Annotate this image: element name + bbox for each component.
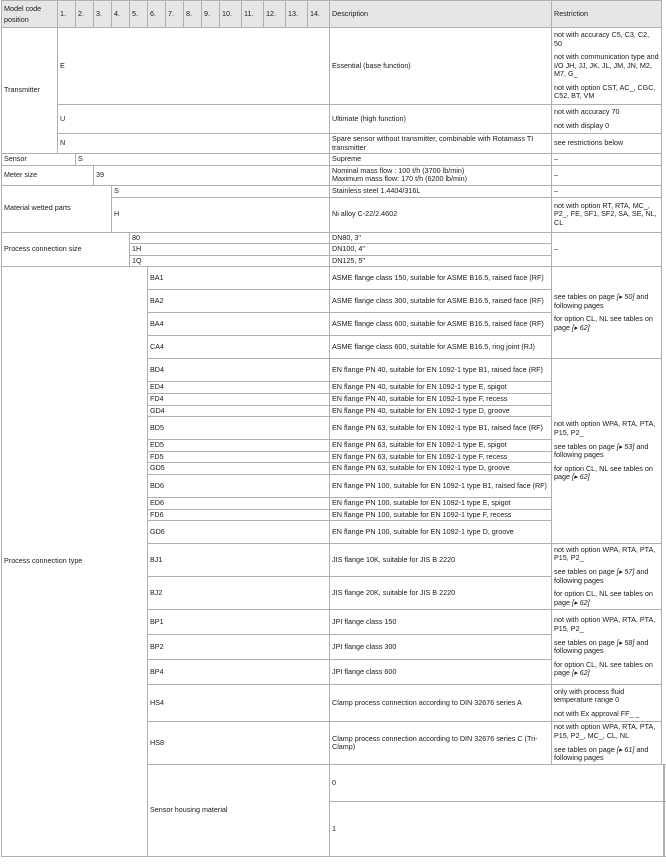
description-cell: EN flange PN 40, suitable for EN 1092-1 type D, groove — [330, 405, 552, 417]
code-cell: FD4 — [148, 393, 330, 405]
header-pos-5: 5. — [130, 1, 148, 28]
description-cell: Clamp process connection according to DIN 32676 series A — [330, 685, 552, 722]
description-cell: JPI flange class 600 — [330, 660, 552, 685]
table-row — [2, 232, 665, 244]
code-cell: BJ2 — [148, 577, 330, 610]
code-cell: HS8 — [148, 722, 330, 765]
description-cell: JIS flange 20K, suitable for JIS B 2220 — [330, 577, 552, 610]
header-pos-10: 10. — [220, 1, 242, 28]
header-pos-9: 9. — [202, 1, 220, 28]
description-cell: JPI flange class 300 — [330, 635, 552, 660]
header-pos-13: 13. — [286, 1, 308, 28]
code-cell: 39 — [94, 165, 330, 185]
restriction-cell: not with option WPA, RTA, PTA, P15, P2_ see tables on page [▸ 58] and following pages for option CL, NL see tables on page [▸ 62] — [552, 610, 662, 685]
code-cell: BA4 — [148, 313, 330, 336]
section-process-connection-type: Process connection type — [2, 267, 148, 857]
table-row — [2, 134, 665, 154]
description-cell: Stainless steel 1.4404/316L — [330, 185, 552, 197]
code-cell: E — [58, 28, 330, 105]
code-cell: FD6 — [148, 509, 330, 521]
code-cell: CA4 — [148, 336, 330, 359]
table-row — [2, 105, 665, 134]
restriction-cell: not with accuracy 70 not with display 0 — [552, 105, 662, 134]
header-pos-1: 1. — [58, 1, 76, 28]
description-cell: EN flange PN 100, suitable for EN 1092-1 type B1, raised face (RF) — [330, 474, 552, 497]
code-cell: 1H — [130, 244, 330, 256]
code-cell: HS4 — [148, 685, 330, 722]
code-cell: BD5 — [148, 417, 330, 440]
description-cell: Ultimate (high function) — [330, 105, 552, 134]
description-cell: JPI flange class 150 — [330, 610, 552, 635]
restriction-cell: not with option WPA, RTA, PTA, P15, P2_, MC_, CL, NL see tables on page [▸ 61] and following pages — [552, 722, 662, 765]
code-cell: BD4 — [148, 359, 330, 382]
description-cell: ASME flange class 600, suitable for ASME B16.5, ring joint (RJ) — [330, 336, 552, 359]
header-pos-2: 2. — [76, 1, 94, 28]
header-pos-3: 3. — [94, 1, 112, 28]
description-cell: EN flange PN 40, suitable for EN 1092-1 type E, spigot — [330, 382, 552, 394]
description-cell: EN flange PN 100, suitable for EN 1092-1 type E, spigot — [330, 497, 552, 509]
description-cell: Supreme — [330, 154, 552, 166]
code-cell: GD4 — [148, 405, 330, 417]
section-sensor: Sensor — [2, 154, 76, 166]
code-cell: BA2 — [148, 290, 330, 313]
section-sensor-housing-material: Sensor housing material — [148, 765, 330, 857]
code-cell: BP1 — [148, 610, 330, 635]
code-cell: BA1 — [148, 267, 330, 290]
restriction-cell: not with accuracy C5, C3, C2, 50 not with communication type and I/O JH, JJ, JK, JL, JM, JN, M2, M7, G_ not with option CST, AC_, CGC, C52, BT, VM — [552, 28, 662, 105]
table-row — [2, 28, 665, 105]
restriction-cell: only with process fluid temperature range 0 not with Ex approval FF_ _ — [552, 685, 662, 722]
code-cell: ED5 — [148, 440, 330, 452]
description-cell: DN125, 5" — [330, 255, 552, 267]
restriction-cell: – — [552, 232, 662, 267]
code-cell: 1 — [330, 802, 664, 857]
section-process-connection-size: Process connection size — [2, 232, 130, 267]
restriction-cell: not with option WPA, RTA, PTA, P15, P2_ see tables on page [▸ 57] and following pages for option CL, NL see tables on page [▸ 62] — [552, 544, 662, 610]
restriction-cell — [664, 765, 665, 802]
code-cell: ED6 — [148, 497, 330, 509]
description-cell: ASME flange class 300, suitable for ASME B16.5, raised face (RF) — [330, 290, 552, 313]
code-cell: BP2 — [148, 635, 330, 660]
header-pos-12: 12. — [264, 1, 286, 28]
code-cell: H — [112, 197, 330, 232]
restriction-cell: not with option WPA, RTA, PTA, P15, P2_ see tables on page [▸ 53] and following pages for option CL, NL see tables on page [▸ 62] — [552, 359, 662, 544]
code-cell: S — [76, 154, 330, 166]
section-material-wetted-parts: Material wetted parts — [2, 185, 112, 232]
code-cell: S — [112, 185, 330, 197]
header-restriction: Restriction — [552, 1, 662, 28]
restriction-cell: see tables on page [▸ 50] and following pages for option CL, NL see tables on page [▸ 62] — [552, 267, 662, 359]
table-row — [2, 154, 665, 166]
description-cell: EN flange PN 100, suitable for EN 1092-1 type D, groove — [330, 521, 552, 544]
description-cell: EN flange PN 63, suitable for EN 1092-1 type E, spigot — [330, 440, 552, 452]
description-cell: Clamp process connection according to DIN 32676 series C (Tri-Clamp) — [330, 722, 552, 765]
description-cell: ASME flange class 150, suitable for ASME B16.5, raised face (RF) — [330, 267, 552, 290]
code-cell: ED4 — [148, 382, 330, 394]
description-cell: Nominal mass flow : 100 t/h (3700 lb/min) Maximum mass flow: 170 t/h (6200 lb/min) — [330, 165, 552, 185]
code-cell: 0 — [330, 765, 664, 802]
restriction-cell: – — [552, 185, 662, 197]
description-cell: EN flange PN 40, suitable for EN 1092-1 type B1, raised face (RF) — [330, 359, 552, 382]
code-cell: FD5 — [148, 451, 330, 463]
description-cell: Ni alloy C-22/2.4602 — [330, 197, 552, 232]
description-cell: JIS flange 10K, suitable for JIS B 2220 — [330, 544, 552, 577]
header-pos-8: 8. — [184, 1, 202, 28]
description-cell: Spare sensor without transmitter, combinable with Rotamass TI transmitter — [330, 134, 552, 154]
section-transmitter: Transmitter — [2, 28, 58, 154]
header-model-code-position: Model code position — [2, 1, 58, 28]
header-pos-14: 14. — [308, 1, 330, 28]
code-cell: 80 — [130, 232, 330, 244]
model-code-table — [1, 0, 665, 857]
code-cell: GD6 — [148, 521, 330, 544]
code-cell: N — [58, 134, 330, 154]
code-cell: BJ1 — [148, 544, 330, 577]
code-cell: 1Q — [130, 255, 330, 267]
restriction-cell — [664, 802, 665, 857]
code-cell: BD6 — [148, 474, 330, 497]
code-cell: U — [58, 105, 330, 134]
restriction-cell: – — [552, 154, 662, 166]
header-row — [2, 1, 665, 28]
description-cell: Essential (base function) — [330, 28, 552, 105]
description-cell: EN flange PN 100, suitable for EN 1092-1 type F, recess — [330, 509, 552, 521]
description-cell: EN flange PN 63, suitable for EN 1092-1 type B1, raised face (RF) — [330, 417, 552, 440]
table-row — [2, 267, 665, 290]
description-cell: ASME flange class 600, suitable for ASME B16.5, raised face (RF) — [330, 313, 552, 336]
description-cell: EN flange PN 63, suitable for EN 1092-1 type F, recess — [330, 451, 552, 463]
header-pos-6: 6. — [148, 1, 166, 28]
restriction-cell: not with option RT, RTA, MC_, P2_, FE, SF1, SF2, SA, SE, NL, CL — [552, 197, 662, 232]
code-cell: GD5 — [148, 463, 330, 475]
table-row — [2, 185, 665, 197]
header-pos-4: 4. — [112, 1, 130, 28]
section-meter-size: Meter size — [2, 165, 94, 185]
header-pos-7: 7. — [166, 1, 184, 28]
header-description: Description — [330, 1, 552, 28]
header-pos-11: 11. — [242, 1, 264, 28]
description-cell: EN flange PN 63, suitable for EN 1092-1 type D, groove — [330, 463, 552, 475]
description-cell: EN flange PN 40, suitable for EN 1092-1 type F, recess — [330, 393, 552, 405]
description-cell: DN100, 4" — [330, 244, 552, 256]
description-cell: DN80, 3" — [330, 232, 552, 244]
restriction-cell: – — [552, 165, 662, 185]
restriction-cell: see restrictions below — [552, 134, 662, 154]
code-cell: BP4 — [148, 660, 330, 685]
table-row — [2, 165, 665, 185]
